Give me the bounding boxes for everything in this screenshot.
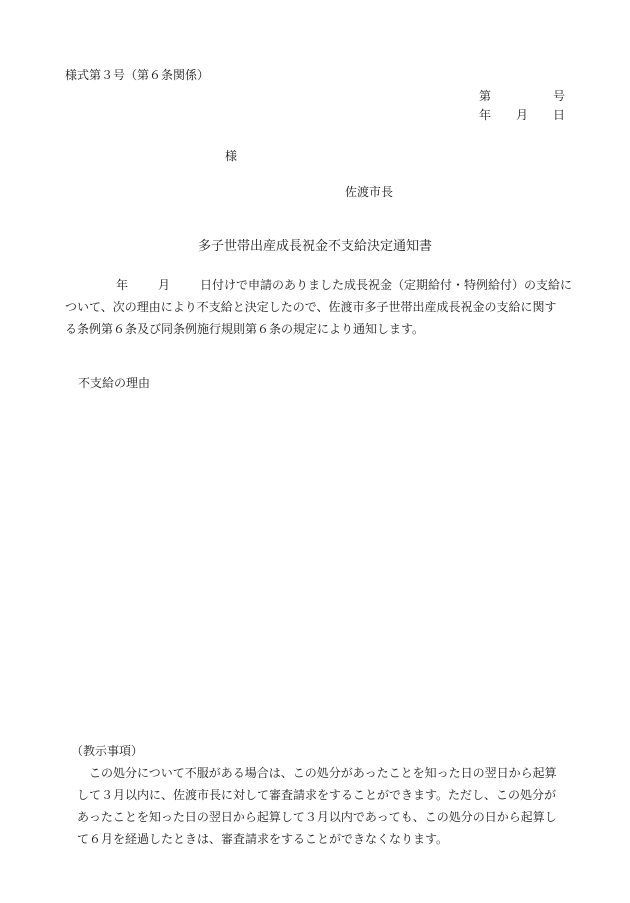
body-line-1 (65, 274, 573, 296)
reason-heading: 不支給の理由 (78, 376, 151, 390)
date-year-label: 年 (479, 108, 492, 122)
notice-line: あったことを知った日の翌日から起算して３月以内であっても、この処分の日から起算し (77, 810, 557, 824)
appeal-notice (71, 740, 571, 850)
form-number: 様式第３号（第６条関係） (65, 68, 210, 82)
notice-line: て６月を経過したときは、審査請求をすることができなくなります。 (77, 832, 449, 846)
document-title: 多子世帯出産成長祝金不支給決定通知書 (197, 239, 432, 254)
date-month-label: 月 (516, 108, 529, 122)
body-month-label: 月 (158, 278, 171, 292)
date-day-label: 日 (553, 108, 566, 122)
notice-heading: （教示事項） (71, 744, 144, 758)
document-number-label: 第 (479, 89, 492, 103)
document-number-suffix: 号 (553, 89, 566, 103)
body-line-1-text: 日付けで申請のありました成長祝金（定期給付・特例給付）の支給に (200, 278, 573, 292)
body-year-label: 年 (116, 278, 129, 292)
notice-line: この処分について不服がある場合は、この処分があったことを知った日の翌日から起算 (89, 766, 557, 780)
addressee-suffix: 様 (225, 149, 238, 163)
issuer: 佐渡市長 (345, 185, 394, 199)
body-line-3: る条例第６条及び同条例施行規則第６条の規定により通知します。 (65, 322, 425, 336)
body-line-2: ついて、次の理由により不支給と決定したので、佐渡市多子世帯出産成長祝金の支給に関す (65, 300, 557, 314)
notice-line: して３月以内に、佐渡市長に対して審査請求をすることができます。ただし、この処分が (77, 788, 557, 802)
body-paragraph (65, 274, 573, 340)
